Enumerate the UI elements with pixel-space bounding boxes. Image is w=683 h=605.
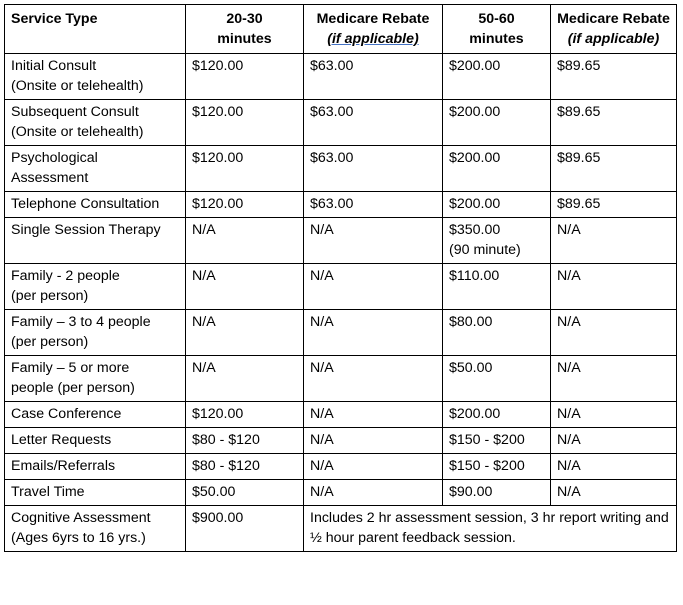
cell-line: Telephone Consultation — [11, 196, 160, 212]
cell-service — [5, 454, 186, 480]
cell-medicare-rebate-1 — [304, 356, 443, 402]
cell-line: N/A — [310, 458, 334, 474]
cell-line: $150 - $200 — [449, 432, 525, 448]
table-body — [5, 54, 677, 552]
cell-medicare-rebate-2 — [551, 218, 677, 264]
cell-line: (per person) — [11, 334, 89, 350]
cell-line: $150 - $200 — [449, 458, 525, 474]
cell-50-60-price — [443, 100, 551, 146]
header-line1: Medicare Rebate — [316, 11, 430, 27]
cell-line: $200.00 — [449, 196, 501, 212]
fee-schedule-table — [4, 4, 677, 552]
cell-line: Letter Requests — [11, 432, 112, 448]
cell-line: $200.00 — [449, 58, 501, 74]
cell-medicare-rebate-1 — [304, 264, 443, 310]
cell-line: N/A — [310, 268, 334, 284]
cell-line: $63.00 — [310, 104, 354, 120]
cell-line: Family - 2 people — [11, 268, 120, 284]
header-line1: 50-60 — [478, 11, 515, 27]
header-line2: (if applicable) — [327, 31, 419, 47]
cell-line: $200.00 — [449, 406, 501, 422]
cell-20-30-price — [186, 100, 304, 146]
cell-medicare-rebate-2 — [551, 100, 677, 146]
cell-50-60-price — [443, 54, 551, 100]
cell-line: Family – 3 to 4 people — [11, 314, 151, 330]
cell-medicare-rebate-2 — [551, 264, 677, 310]
cell-20-30-price — [186, 146, 304, 192]
cell-20-30-price — [186, 264, 304, 310]
cell-line: $63.00 — [310, 150, 354, 166]
cell-service — [5, 264, 186, 310]
cell-medicare-rebate-2 — [551, 480, 677, 506]
cell-line: $50.00 — [449, 360, 493, 376]
cell-line: Includes 2 hr assessment session, 3 hr report writing and ½ hour parent feedback session. — [310, 510, 669, 546]
table-row — [5, 402, 677, 428]
cell-line: $80 - $120 — [192, 432, 260, 448]
table-row — [5, 454, 677, 480]
cell-line: Single Session Therapy — [11, 222, 161, 238]
cell-line: N/A — [557, 458, 581, 474]
cell-line: N/A — [192, 222, 216, 238]
cell-line: N/A — [310, 432, 334, 448]
cell-line: N/A — [310, 360, 334, 376]
cell-line: N/A — [557, 268, 581, 284]
cell-service — [5, 218, 186, 264]
cell-line: $50.00 — [192, 484, 236, 500]
cell-medicare-rebate-1 — [304, 146, 443, 192]
cell-line: Case Conference — [11, 406, 122, 422]
cell-line: $200.00 — [449, 104, 501, 120]
cell-50-60-price — [443, 310, 551, 356]
cell-line: $63.00 — [310, 196, 354, 212]
cell-50-60-price — [443, 192, 551, 218]
cell-line: $900.00 — [192, 510, 244, 526]
table-row — [5, 146, 677, 192]
cell-line: Travel Time — [11, 484, 85, 500]
cell-line: $80 - $120 — [192, 458, 260, 474]
cell-50-60-price — [443, 264, 551, 310]
cell-service — [5, 54, 186, 100]
cell-medicare-rebate-2 — [551, 146, 677, 192]
cell-20-30-price — [186, 356, 304, 402]
cell-line: $89.65 — [557, 104, 601, 120]
cell-line: N/A — [310, 484, 334, 500]
cell-20-30-price — [186, 310, 304, 356]
cell-line: $90.00 — [449, 484, 493, 500]
cell-20-30-price — [186, 218, 304, 264]
cell-service — [5, 146, 186, 192]
cell-50-60-price — [443, 218, 551, 264]
cell-medicare-rebate-1 — [304, 310, 443, 356]
cell-line: (90 minute) — [449, 242, 521, 258]
header-medicare-rebate-1 — [304, 5, 443, 54]
cell-20-30-price — [186, 428, 304, 454]
cell-line: Family – 5 or more — [11, 360, 130, 376]
cell-50-60-price — [443, 454, 551, 480]
header-line2: (if applicable) — [567, 31, 660, 47]
cell-medicare-rebate-1 — [304, 402, 443, 428]
cell-medicare-rebate-1 — [304, 192, 443, 218]
cell-assessment-note — [304, 506, 677, 552]
cell-medicare-rebate-2 — [551, 454, 677, 480]
table-row-cognitive-assessment — [5, 506, 677, 552]
cell-medicare-rebate-1 — [304, 480, 443, 506]
header-20-30-minutes — [186, 5, 304, 54]
table-row — [5, 54, 677, 100]
header-line1: 20-30 — [226, 11, 263, 27]
cell-50-60-price — [443, 428, 551, 454]
cell-20-30-price — [186, 192, 304, 218]
header-service-type-label: Service Type — [11, 11, 98, 27]
cell-service — [5, 100, 186, 146]
cell-line: Cognitive Assessment — [11, 510, 151, 526]
cell-line: N/A — [192, 268, 216, 284]
cell-20-30-price — [186, 54, 304, 100]
cell-line: $63.00 — [310, 58, 354, 74]
cell-50-60-price — [443, 402, 551, 428]
cell-medicare-rebate-2 — [551, 356, 677, 402]
cell-20-30-price — [186, 402, 304, 428]
cell-line: $89.65 — [557, 58, 601, 74]
header-medicare-rebate-2 — [551, 5, 677, 54]
cell-20-30-price — [186, 506, 304, 552]
cell-line: Emails/Referrals — [11, 458, 116, 474]
table-header-row — [5, 5, 677, 54]
cell-line: $200.00 — [449, 150, 501, 166]
cell-50-60-price — [443, 146, 551, 192]
cell-line: N/A — [557, 432, 581, 448]
cell-line: $120.00 — [192, 196, 244, 212]
cell-line: (Onsite or telehealth) — [11, 78, 144, 94]
cell-line: people (per person) — [11, 380, 135, 396]
cell-medicare-rebate-1 — [304, 454, 443, 480]
cell-line: Assessment — [11, 170, 89, 186]
cell-20-30-price — [186, 454, 304, 480]
header-service-type — [5, 5, 186, 54]
cell-service — [5, 192, 186, 218]
cell-line: N/A — [310, 406, 334, 422]
cell-line: (Onsite or telehealth) — [11, 124, 144, 140]
cell-medicare-rebate-1 — [304, 218, 443, 264]
cell-line: Psychological — [11, 150, 98, 166]
cell-line: $120.00 — [192, 58, 244, 74]
cell-line: $80.00 — [449, 314, 493, 330]
cell-line: $120.00 — [192, 406, 244, 422]
header-line2: minutes — [217, 31, 272, 47]
cell-line: N/A — [557, 222, 581, 238]
cell-medicare-rebate-2 — [551, 54, 677, 100]
cell-line: $110.00 — [449, 268, 500, 284]
cell-medicare-rebate-1 — [304, 100, 443, 146]
cell-line: Initial Consult — [11, 58, 97, 74]
cell-medicare-rebate-2 — [551, 192, 677, 218]
cell-20-30-price — [186, 480, 304, 506]
header-line2: minutes — [469, 31, 524, 47]
cell-service — [5, 506, 186, 552]
cell-line: N/A — [557, 484, 581, 500]
table-row — [5, 192, 677, 218]
cell-line: $89.65 — [557, 196, 601, 212]
table-row — [5, 310, 677, 356]
cell-line: (Ages 6yrs to 16 yrs.) — [11, 530, 146, 546]
cell-line: (per person) — [11, 288, 89, 304]
cell-line: N/A — [557, 360, 581, 376]
cell-medicare-rebate-2 — [551, 428, 677, 454]
cell-line: $120.00 — [192, 104, 244, 120]
cell-medicare-rebate-1 — [304, 428, 443, 454]
cell-line: N/A — [310, 222, 334, 238]
cell-medicare-rebate-1 — [304, 54, 443, 100]
table-row — [5, 356, 677, 402]
cell-line: N/A — [557, 314, 581, 330]
table-row — [5, 100, 677, 146]
header-line1: Medicare Rebate — [557, 11, 670, 27]
cell-service — [5, 428, 186, 454]
cell-50-60-price — [443, 480, 551, 506]
cell-line: $350.00 — [449, 222, 501, 238]
cell-service — [5, 356, 186, 402]
cell-service — [5, 402, 186, 428]
cell-line: N/A — [192, 314, 216, 330]
cell-line: N/A — [557, 406, 581, 422]
cell-service — [5, 480, 186, 506]
cell-medicare-rebate-2 — [551, 402, 677, 428]
cell-50-60-price — [443, 356, 551, 402]
table-row — [5, 428, 677, 454]
cell-line: N/A — [192, 360, 216, 376]
cell-service — [5, 310, 186, 356]
cell-line: N/A — [310, 314, 334, 330]
table-row — [5, 264, 677, 310]
table-row — [5, 480, 677, 506]
header-50-60-minutes — [443, 5, 551, 54]
cell-line: $120.00 — [192, 150, 244, 166]
cell-line: $89.65 — [557, 150, 601, 166]
cell-line: Subsequent Consult — [11, 104, 139, 120]
table-row — [5, 218, 677, 264]
cell-medicare-rebate-2 — [551, 310, 677, 356]
